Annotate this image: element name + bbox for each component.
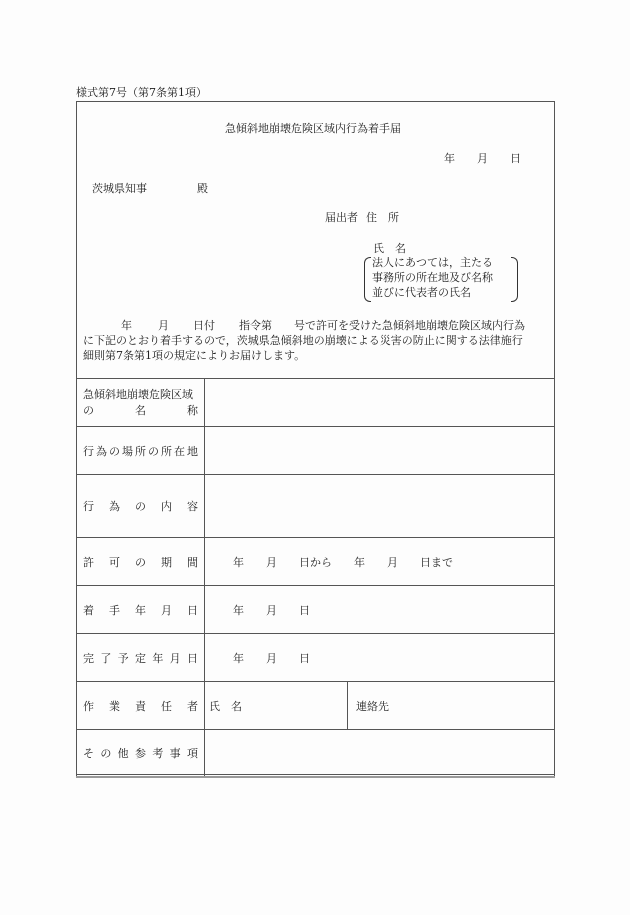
- label-area-name: [77, 379, 205, 427]
- addressee: [92, 180, 208, 196]
- label-char: 在: [174, 444, 185, 458]
- addressee-name: 茨城県知事: [92, 182, 147, 195]
- supervisor-contact-input[interactable]: [348, 682, 555, 730]
- body-line-1: [83, 318, 553, 333]
- label-char: 了: [100, 651, 112, 665]
- period-month-to: 月: [387, 555, 398, 569]
- label-char: 行: [83, 444, 94, 458]
- form-frame: [76, 101, 555, 775]
- corp-note-line: 事務所の所在地及び名称: [372, 271, 493, 284]
- label-char: の: [148, 444, 159, 458]
- start-month: 月: [266, 603, 277, 617]
- table-row-start-date: [77, 586, 555, 634]
- label-permit-period: [77, 538, 205, 586]
- label-char: 着: [83, 603, 94, 617]
- period-month-from: 月: [266, 555, 277, 569]
- remarks-input[interactable]: [205, 730, 555, 777]
- label-char: 手: [109, 603, 120, 617]
- body-order-no: 指令第: [239, 319, 272, 332]
- applicant-name-field[interactable]: [373, 240, 406, 256]
- label-char: 所: [161, 444, 172, 458]
- label-char: の: [135, 500, 146, 513]
- supervisor-name-label: 氏 名: [209, 699, 242, 713]
- addressee-honorific: 殿: [197, 182, 208, 195]
- start-day: 日: [299, 603, 310, 617]
- period-year-from: 年: [233, 555, 244, 569]
- applicant-name-label: 氏 名: [373, 242, 406, 255]
- label-char: の: [135, 555, 146, 569]
- supervisor-name-input[interactable]: [205, 682, 348, 730]
- label-char: 作: [83, 699, 94, 713]
- applicant-address-field[interactable]: [325, 209, 399, 225]
- activity-input[interactable]: [205, 475, 555, 538]
- label-completion-date: [77, 634, 205, 682]
- label-char: 年: [152, 651, 164, 665]
- body-year: 年: [121, 319, 132, 332]
- table-row-supervisor: [77, 682, 555, 730]
- label-start-date: [77, 586, 205, 634]
- submission-date[interactable]: [444, 150, 521, 166]
- label-char: 許: [83, 555, 94, 569]
- label-char: 他: [117, 746, 129, 760]
- label-char: の: [109, 444, 120, 458]
- details-table: [76, 378, 555, 778]
- left-bracket: [364, 257, 371, 302]
- period-year-to: 年: [354, 555, 365, 569]
- right-bracket: [511, 257, 518, 302]
- completion-day: 日: [299, 651, 310, 665]
- label-char: 者: [187, 699, 198, 713]
- label-char: 月: [169, 651, 181, 665]
- body-day-dated: 日付: [193, 319, 215, 332]
- table-row-activity: [77, 475, 555, 538]
- label-location: [77, 427, 205, 475]
- label-char: 期: [161, 555, 172, 569]
- table-row-location: [77, 427, 555, 475]
- label-char: 内: [161, 500, 172, 513]
- label-char: 年: [135, 603, 146, 617]
- label-char: 為: [96, 444, 107, 458]
- label-area-name-line1: 急傾斜地崩壊危険区域: [83, 387, 193, 401]
- label-char: 定: [134, 651, 146, 665]
- form-number: 様式第7号（第7条第1項）: [76, 86, 207, 99]
- label-char: 日: [187, 603, 198, 617]
- label-char: 責: [135, 699, 146, 713]
- supervisor-contact-label: 連絡先: [356, 699, 389, 713]
- date-year-label: 年: [444, 152, 455, 165]
- label-char: 為: [109, 500, 120, 513]
- start-date-input[interactable]: [205, 586, 555, 634]
- body-line-3: 細則第7条第1項の規定によりお届けします。: [83, 349, 306, 362]
- label-char: そ: [83, 746, 94, 760]
- period-day-to: 日まで: [420, 555, 453, 569]
- label-char: 所: [135, 444, 146, 458]
- date-day-label: 日: [510, 152, 521, 165]
- permit-period-input[interactable]: [205, 538, 555, 586]
- label-char: 考: [152, 746, 164, 760]
- label-char: 名: [135, 403, 146, 417]
- label-char: 業: [109, 699, 120, 713]
- label-char: 容: [187, 500, 198, 513]
- body-line-2: に下記のとおり着手するので，茨城県急傾斜地の崩壊による災害の防止に関する法律施行: [83, 334, 523, 347]
- label-char: の: [83, 403, 94, 417]
- location-input[interactable]: [205, 427, 555, 475]
- body-month: 月: [158, 319, 169, 332]
- form-title: 急傾斜地崩壊危険区域内行為着手届: [225, 122, 401, 135]
- table-row-area-name: [77, 379, 555, 427]
- label-char: 参: [134, 746, 146, 760]
- label-char: 場: [122, 444, 133, 458]
- date-month-label: 月: [477, 152, 488, 165]
- label-char: 地: [187, 444, 198, 458]
- label-supervisor: [77, 682, 205, 730]
- label-char: 称: [187, 403, 198, 417]
- label-area-name-line2: [83, 403, 198, 419]
- table-row-permit-period: [77, 538, 555, 586]
- period-day-from: 日から: [299, 555, 332, 569]
- label-char: 日: [186, 651, 198, 665]
- applicant-label: 届出者: [325, 211, 358, 224]
- label-activity: [77, 475, 205, 538]
- label-remarks: [77, 730, 205, 777]
- label-char: 月: [161, 603, 172, 617]
- start-year: 年: [233, 603, 244, 617]
- table-row-completion-date: [77, 634, 555, 682]
- label-char: 行: [83, 500, 94, 513]
- area-name-input[interactable]: [205, 379, 555, 427]
- completion-month: 月: [266, 651, 277, 665]
- completion-date-input[interactable]: [205, 634, 555, 682]
- label-char: 任: [161, 699, 172, 713]
- label-char: 完: [83, 651, 94, 665]
- corp-note-line: 法人にあつては，主たる: [372, 256, 493, 269]
- completion-year: 年: [233, 651, 244, 665]
- label-char: 事: [169, 746, 181, 760]
- label-char: の: [100, 746, 112, 760]
- corp-note-line: 並びに代表者の氏名: [372, 286, 471, 299]
- label-char: 項: [186, 746, 198, 760]
- label-char: 可: [109, 555, 120, 569]
- applicant-address-label: 住 所: [366, 211, 399, 224]
- label-char: 間: [187, 555, 198, 569]
- body-line-1-rest: 号で許可を受けた急傾斜地崩壊危険区域内行為: [294, 319, 525, 332]
- notification-body: [83, 318, 553, 363]
- corporation-note: [364, 255, 512, 300]
- label-char: 予: [117, 651, 129, 665]
- table-row-remarks: [77, 730, 555, 777]
